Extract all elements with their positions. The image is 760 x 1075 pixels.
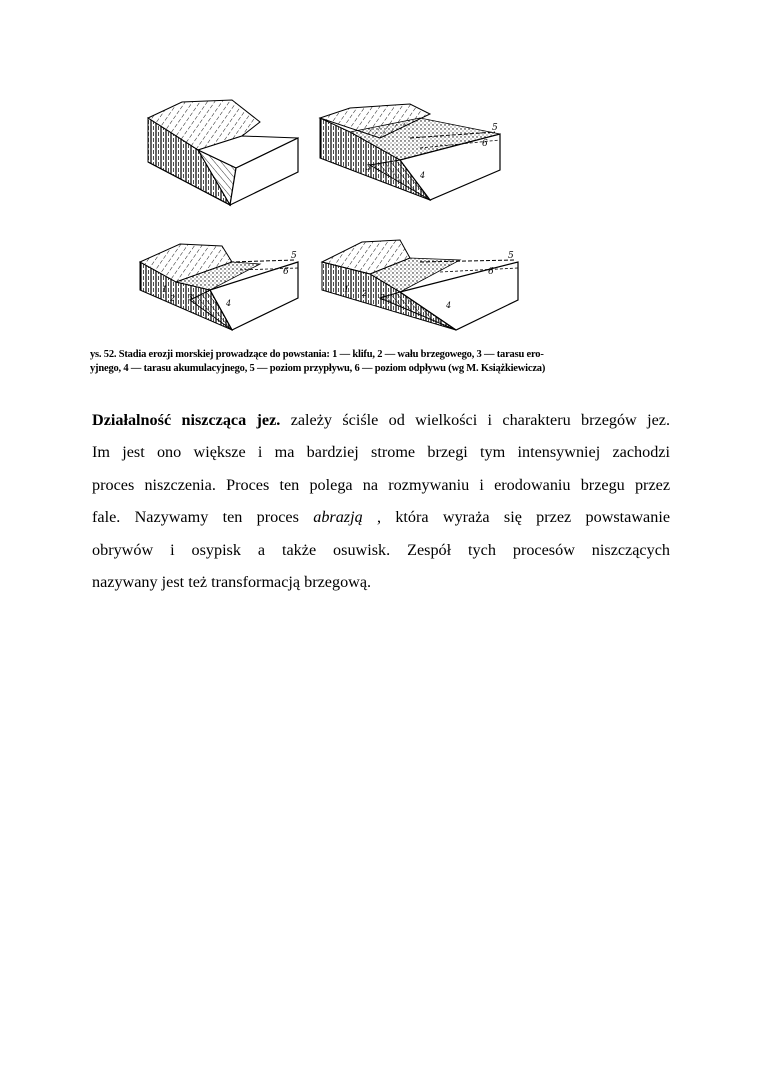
body-paragraph: [92, 404, 670, 598]
label-5: 5: [492, 123, 498, 133]
block-stage-3: [140, 244, 298, 330]
paragraph-line-1: [92, 404, 670, 436]
label-4: 4: [420, 171, 426, 180]
label-2: 2: [170, 294, 176, 303]
paragraph-line-4-start: fale. Nazywamy ten proces: [92, 508, 299, 527]
block-stage-4: [322, 240, 518, 330]
caption-line-1: ys. 52. Stadia erozji morskiej prowadzące do powstania: 1 — klifu, 2 — wału brzegowego, 3 — tarasu ero-: [90, 349, 544, 360]
paragraph-line-5: obrywów i osypisk a także osuwisk. Zespół tych procesów niszczących: [92, 540, 670, 559]
label-4: 4: [226, 299, 232, 308]
paragraph-line-4: [92, 501, 670, 533]
paragraph-line-3: proces niszczenia. Proces ten polega na rozmywaniu i erodowaniu brzegu przez: [92, 475, 670, 494]
paragraph-line-6: nazywany jest też transformacją brzegową.: [92, 572, 372, 591]
paragraph-line-1-rest: zależy ściśle od wielkości i charakteru brzegów jez.: [290, 411, 671, 429]
label-1: 1: [162, 285, 168, 294]
term-abrazja: abrazją: [313, 508, 363, 527]
paragraph-line-2: Im jest ono większe i ma bardziej strome brzegi tym intensywniej zachodzi: [92, 443, 670, 462]
label-1: 1: [344, 285, 350, 294]
label-2: 2: [362, 289, 368, 298]
label-3: 3: [188, 293, 194, 302]
label-5: 5: [508, 251, 514, 261]
figure-caption: [90, 348, 590, 375]
block-stage-2: [320, 104, 500, 200]
caption-line-2: yjnego, 4 — tarasu akumulacyjnego, 5 — poziom przypływu, 6 — poziom odpływu (wg M. Książkiewicza): [90, 362, 546, 374]
label-6: 6: [283, 267, 289, 277]
label-4: 4: [446, 301, 452, 310]
erosion-stages-figure: [0, 0, 760, 400]
label-3: 3: [380, 293, 386, 302]
label-3: 3: [366, 163, 372, 172]
label-5: 5: [291, 251, 297, 261]
paragraph-lead-bold: Działalność niszcząca jez.: [92, 411, 281, 429]
block-stage-1: [148, 100, 298, 205]
paragraph-line-4-end: , która wyraża się przez powstawanie: [377, 508, 671, 527]
label-6: 6: [488, 267, 494, 277]
label-6: 6: [482, 139, 488, 149]
